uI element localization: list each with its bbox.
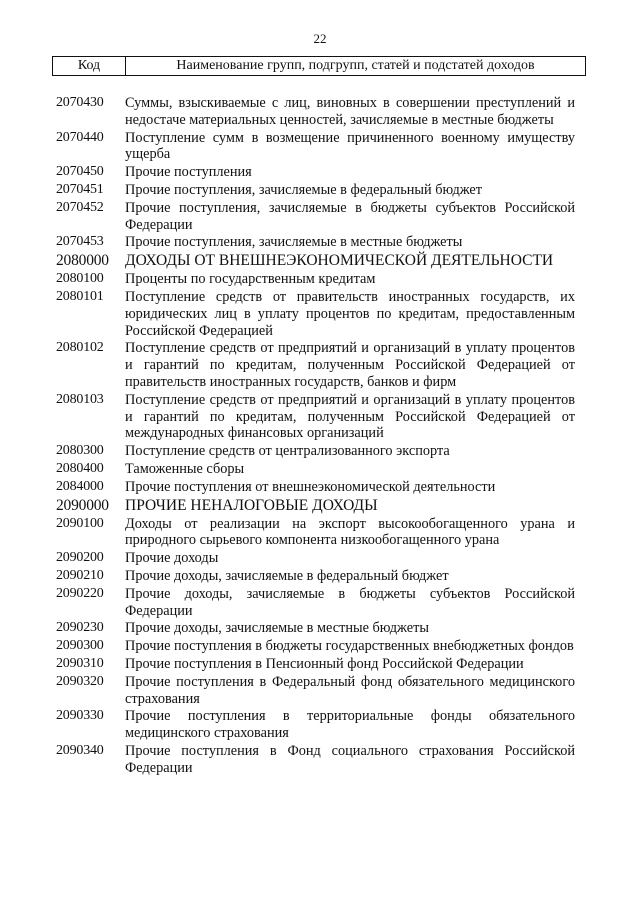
- item-code: 2070430: [56, 95, 104, 110]
- item-code: 2090230: [56, 620, 104, 636]
- item-name: Поступление средств от централизованного экспорта: [125, 443, 450, 460]
- item-name: Поступление средств от правительств иностранных государств, их юридических лиц в уплату процентов по кредитам, предоставленным Российской Федерацией: [125, 288, 575, 339]
- item-name: Поступление средств от предприятий и организаций в уплату процентов и гарантий по кредитам, полученным Российской Федерацией от международных финансовых организаций: [125, 391, 575, 442]
- list-item: [0, 252, 640, 270]
- item-name: Прочие поступления, зачисляемые в местные бюджеты: [125, 234, 463, 251]
- list-item: [0, 130, 640, 164]
- item-code: 2090100: [56, 515, 104, 531]
- list-item: [0, 708, 640, 742]
- item-code: 2090300: [56, 638, 104, 654]
- item-code: 2080100: [56, 271, 104, 287]
- header-name: Наименование групп, подгрупп, статей и подстатей доходов: [176, 58, 535, 73]
- item-code: 2090330: [56, 708, 104, 724]
- item-name: Доходы от реализации на экспорт высокообогащенного урана и природного сырьевого компонента низкообогащенного урана: [125, 515, 575, 549]
- list-item: [0, 479, 640, 496]
- item-name: Прочие доходы, зачисляемые в местные бюджеты: [125, 620, 429, 637]
- list-item: [0, 497, 640, 515]
- list-item: [0, 656, 640, 673]
- item-code: 2080101: [56, 288, 104, 304]
- list-item: [0, 550, 640, 567]
- income-codes-list: [0, 95, 640, 777]
- item-code: 2080103: [56, 391, 104, 407]
- item-code: 2080000: [56, 252, 109, 270]
- list-item: [0, 95, 640, 129]
- item-code: 2070451: [56, 181, 104, 197]
- item-name: ДОХОДЫ ОТ ВНЕШНЕЭКОНОМИЧЕСКОЙ ДЕЯТЕЛЬНОСТИ: [125, 252, 554, 270]
- list-item: [0, 568, 640, 585]
- item-name: Прочие поступления в бюджеты государственных внебюджетных фондов: [125, 638, 574, 655]
- item-code: 2090220: [56, 585, 104, 601]
- item-name: Прочие поступления: [125, 164, 252, 181]
- list-item: [0, 586, 640, 620]
- list-item: [0, 674, 640, 708]
- item-code: 2070440: [56, 129, 104, 145]
- list-item: [0, 392, 640, 442]
- table-header: [52, 56, 586, 76]
- item-code: 2080300: [56, 443, 104, 459]
- item-name: Таможенные сборы: [125, 460, 245, 477]
- page-number: 22: [313, 31, 327, 46]
- list-item: [0, 461, 640, 478]
- item-name: Прочие доходы, зачисляемые в бюджеты субъектов Российской Федерации: [125, 585, 575, 619]
- item-name: Прочие доходы, зачисляемые в федеральный бюджет: [125, 567, 449, 584]
- item-code: 2090000: [56, 496, 109, 514]
- item-name: Прочие поступления в Федеральный фонд обязательного медицинского страхования: [125, 673, 575, 707]
- list-item: [0, 340, 640, 390]
- item-code: 2080102: [56, 340, 104, 356]
- item-code: 2070450: [56, 164, 104, 180]
- item-code: 2090310: [56, 655, 104, 671]
- list-item: [0, 289, 640, 339]
- item-code: 2090340: [56, 742, 104, 758]
- list-item: [0, 271, 640, 288]
- list-item: [0, 234, 640, 251]
- item-name: ПРОЧИЕ НЕНАЛОГОВЫЕ ДОХОДЫ: [125, 496, 378, 514]
- item-name: Прочие поступления в территориальные фонды обязательного медицинского страхования: [125, 708, 575, 742]
- list-item: [0, 164, 640, 181]
- item-name: Суммы, взыскиваемые с лиц, виновных в совершении преступлений и недостаче материальных ценностей, зачисляемые в местные бюджеты: [125, 95, 575, 128]
- item-code: 2080400: [56, 460, 104, 476]
- list-item: [0, 620, 640, 637]
- item-name: Прочие поступления от внешнеэкономической деятельности: [125, 478, 496, 495]
- list-item: [0, 200, 640, 234]
- header-code: Код: [53, 57, 126, 75]
- list-item: [0, 182, 640, 199]
- list-item: [0, 743, 640, 777]
- item-code: 2090200: [56, 550, 104, 566]
- item-name: Прочие поступления в Фонд социального страхования Российской Федерации: [125, 742, 575, 776]
- item-name: Поступление средств от предприятий и организаций в уплату процентов и гарантий по кредитам, полученным Российской Федерацией от правительств иностранных государств, банков и фирм: [125, 340, 575, 390]
- item-name: Прочие доходы: [125, 550, 219, 567]
- list-item: [0, 516, 640, 550]
- list-item: [0, 638, 640, 655]
- item-name: Прочие поступления, зачисляемые в федеральный бюджет: [125, 181, 483, 198]
- item-code: 2070452: [56, 199, 104, 215]
- item-code: 2070453: [56, 234, 104, 250]
- item-name: Прочие поступления в Пенсионный фонд Российской Федерации: [125, 655, 524, 672]
- item-name: Прочие поступления, зачисляемые в бюджеты субъектов Российской Федерации: [125, 199, 575, 233]
- item-code: 2090210: [56, 567, 104, 583]
- list-item: [0, 443, 640, 460]
- item-name: Проценты по государственным кредитам: [125, 271, 376, 288]
- item-code: 2084000: [56, 478, 104, 494]
- item-code: 2090320: [56, 673, 104, 689]
- item-name: Поступление сумм в возмещение причиненного военному имуществу ущерба: [125, 129, 575, 163]
